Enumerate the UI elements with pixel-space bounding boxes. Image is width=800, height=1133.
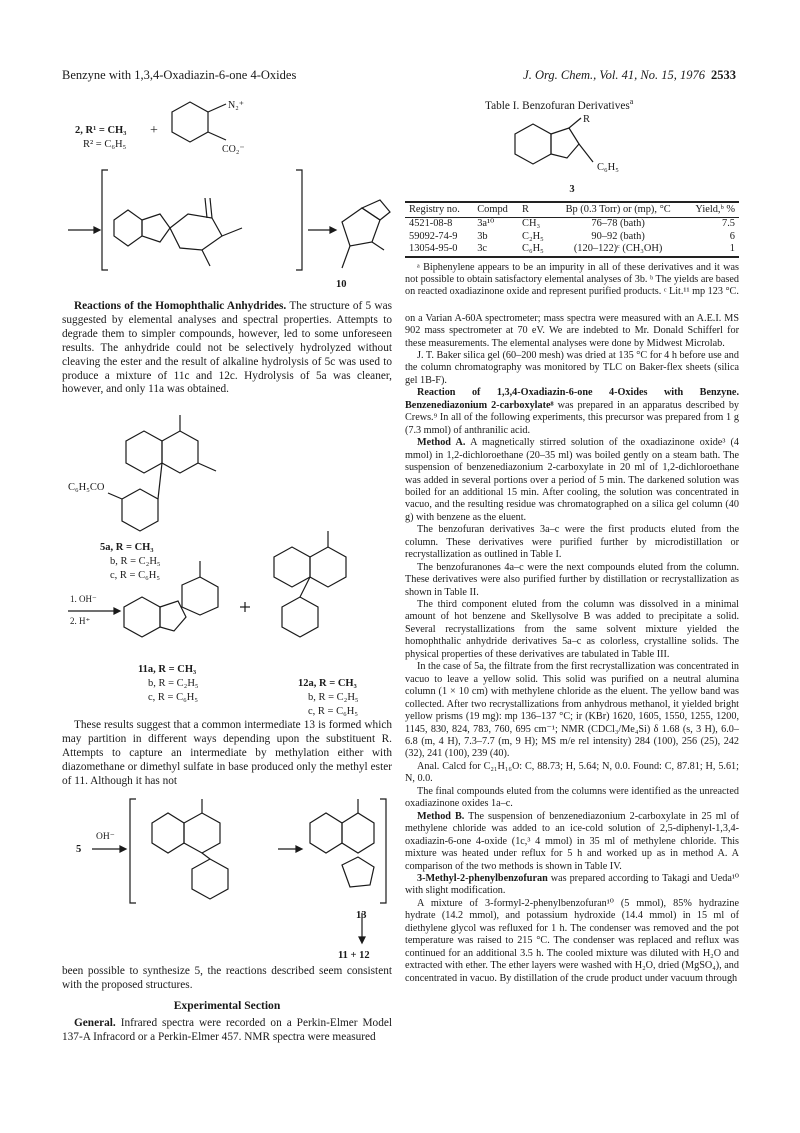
compound-13-label: 13 bbox=[356, 909, 367, 921]
homophthalic-heading: Reactions of the Homophthalic Anhydrides. bbox=[74, 300, 287, 312]
compound-3-label: 3 bbox=[569, 184, 575, 196]
col-compd: Compd bbox=[473, 202, 518, 217]
compound-11a-label: 11a, R = CH₃ bbox=[138, 664, 197, 676]
scheme-2 bbox=[62, 401, 392, 719]
para-13: A mixture of 3-formyl-2-phenylbenzofuran¹⁰ (5 mmol), 85% hydrazine hydrate (14.2 mmol), and potassium hydroxide (14.4 mmol) in 15 ml of diethylene glycol was refluxed for 1 h. The condenser was removed and the pot temperature was raised to 215 °C. The condenser was replaced and reflux was continued for an additional 3.5 h. The cooled mixture was diluted with H₂O and extracted with ether. The ether layers were washed with H₂O, dried (MgSO₄), and concentrated in vacuo. By distillation of the crude product under vacuum through bbox=[405, 897, 739, 984]
compound-5a-label: 5a, R = CH₃ bbox=[100, 542, 154, 554]
para-3-heading: Reaction of 1,3,4-Oxadiazin-6-one 4-Oxides with Benzyne. Benzenediazonium 2-carboxylate⁸ bbox=[405, 387, 739, 411]
para-12-heading: 3-Methyl-2-phenylbenzofuran bbox=[417, 873, 548, 884]
table-row bbox=[405, 243, 739, 256]
table-1-footnote: ᵃ Biphenylene appears to be an impurity in all of these derivatives and it was not possible to obtain satisfactory elemental analyses of 3b. ᵇ The yields are based on reacted oxadiazinone oxide and represent purified products. ᶜ Lit.¹¹ mp 123 °C. bbox=[405, 261, 739, 298]
cell: 90–92 (bath) bbox=[591, 230, 645, 242]
cell: CH₃ bbox=[522, 218, 541, 230]
compound-11b-label: b, R = C₂H₅ bbox=[148, 678, 199, 690]
table-1-title-mark: a bbox=[629, 97, 634, 107]
para-4-text: A magnetically stirred solution of the oxadiazinone oxide³ (4 mmol) in 1,2-dichloroethane (20–35 ml) was boiled gently on a steam bath. The suspension of benzenediazonium 2-carboxylate in 20 ml of 1,2-dichloroethane was added in several portions over a period of 5 min. The darkened solution was boiled for an additional 15 min. After cooling, the solution was concentrated in vacuo, and the resulting residue was chromatographed on a silica gel column (40 g) with benzene as the eluent. bbox=[405, 437, 740, 523]
running-title: Benzyne with 1,3,4-Oxadiazin-6-one 4-Oxides bbox=[62, 68, 297, 82]
scheme-1 bbox=[62, 100, 392, 300]
cell: 3a¹⁰ bbox=[477, 218, 495, 230]
table-1 bbox=[405, 97, 739, 299]
general-text: Infrared spectra were recorded on a Perkin-Elmer Model 137-A Infracord or a Perkin-Elmer 457. NMR spectra were measured bbox=[62, 1016, 392, 1043]
right-column bbox=[405, 97, 740, 985]
scheme-3-reagent: OH⁻ bbox=[96, 831, 115, 842]
para-4 bbox=[405, 437, 739, 524]
journal-name: J. Org. Chem., Vol. 41, No. 15, 1976 bbox=[523, 68, 705, 82]
cell: 6 bbox=[729, 230, 735, 242]
page-number: 2533 bbox=[711, 68, 736, 82]
para-3 bbox=[405, 387, 739, 437]
para-12-text: was prepared according to Takagi and Ueda¹⁰ with slight modification. bbox=[405, 873, 740, 897]
para-9: Anal. Calcd for C₂₁H₁₆O: C, 88.73; H, 5.64; N, 0.0. Found: C, 87.81; H, 5.61; N, 0.0. bbox=[405, 760, 739, 785]
cell: 4521-08-8 bbox=[409, 218, 453, 230]
cell: 3b bbox=[477, 230, 488, 242]
compound-2-label: 2, R¹ = CH₃ bbox=[75, 125, 127, 136]
plus-sign: + bbox=[150, 123, 158, 138]
scheme-3-structures bbox=[62, 793, 392, 965]
para-8: In the case of 5a, the filtrate from the first recrystallization was concentrated in vacuo to leave a yellow solid. This solid was purified on a neutral alumina column (1 × 10 cm) with methylene chloride as the eluent. The yellow band was collected. After two recrystallizations from anhydrous methanol, it yielded bright yellow prisms (19 mg): mp 136–137 °C; ir (KBr) 1620, 1605, 1550, 1255, 1200, 1145, 830, 824, 783, 760, 695 cm⁻¹; NMR (CDCl₃/Me₄Si) δ 1.68 (s, 3 H), 6.0–6.8 (m, 4 H), 7.3–7.7 (m, 9 H); MS m/e rel intensity) 284 (100), 256 (25), 242 (32), 241 (100), 239 (40). bbox=[405, 661, 739, 760]
compound-12a-label: 12a, R = CH₃ bbox=[298, 678, 357, 690]
scheme-3-products: 11 + 12 bbox=[338, 949, 370, 961]
cell: (120–122)ᶜ (CH₃OH) bbox=[552, 243, 683, 256]
para-1: on a Varian A-60A spectrometer; mass spectra were measured with an A.E.I. MS 902 mass spectrometer at 70 eV. We are indebted to Mr. Donald Schifferl for these measurements. The elemental analyses were done by Midwest Microlab. bbox=[405, 312, 739, 349]
cell: 13054-95-0 bbox=[405, 243, 473, 256]
journal-citation bbox=[523, 68, 736, 83]
svg-text:CO₂⁻: CO₂⁻ bbox=[222, 144, 245, 155]
cell: 59092-74-9 bbox=[409, 230, 458, 242]
benzofuran-structure bbox=[405, 112, 739, 184]
table-row bbox=[405, 218, 739, 231]
method-b-heading: Method B. bbox=[417, 810, 465, 822]
para-6: The benzofuranones 4a–c were the next compounds eluted from the column. These derivatives were also purified further by distillation or recrystallization as shown in Table II. bbox=[405, 561, 739, 598]
para-11 bbox=[405, 811, 739, 873]
cell: C₆H₅ bbox=[518, 243, 552, 256]
para-11-text: The suspension of benzenediazonium 2-carboxylate in 25 ml of methylene chloride was added to an ice-cold solution of 2,5-diphenyl-1,3,4-oxadiazin-6-one 4-oxide (1c,³ 4 mmol) in 35 ml of methylene chloride. This mixture was heated under reflux for 5 h and worked up as in method A. A comparison of the two methods is shown in Table IV. bbox=[405, 810, 739, 872]
benzofuran-svg bbox=[505, 114, 705, 186]
col-r: R bbox=[518, 202, 552, 217]
page-header bbox=[62, 68, 736, 86]
col-registry: Registry no. bbox=[405, 202, 473, 217]
para-5: The benzofuran derivatives 3a–c were the first products eluted from the column. These derivatives were purified further by microdistillation or recrystallization as outlined in Table I. bbox=[405, 524, 739, 561]
para-2: J. T. Baker silica gel (60–200 mesh) was dried at 135 °C for 4 h before use and the column chromatography was monitored by TLC on Baker-flex sheets (silica gel 1B-F). bbox=[405, 349, 739, 386]
para-3-text: was prepared in an apparatus described by Crews.⁹ In all of the following experiments, this precursor was prepared from 1 g (7.3 mmol) of anthranilic acid. bbox=[405, 399, 740, 436]
table-1-grid bbox=[405, 201, 739, 258]
compound-11c-label: c, R = C₆H₅ bbox=[148, 692, 198, 704]
para-7: The third component eluted from the column was dissolved in a minimal amount of hot benzene and Skellysolve B was added to precipitate a solid. Several recrystallizations from the same solvent mixture yielded the homophthalic anhydride derivatives 5a–c as colorless, crystalline solids. The physical properties of these derivatives are tabulated in Table III. bbox=[405, 599, 739, 660]
general-heading: General. bbox=[74, 1016, 116, 1029]
cell: 1 bbox=[684, 243, 739, 256]
experimental-heading: Experimental Section bbox=[173, 998, 281, 1012]
method-a-heading: Method A. bbox=[417, 437, 466, 449]
c6h5co-label: C₆H₅CO bbox=[68, 482, 105, 494]
cell: 3c bbox=[473, 243, 518, 256]
compound-5c-label: c, R = C₆H₅ bbox=[110, 570, 160, 582]
svg-text:N₂⁺: N₂⁺ bbox=[228, 100, 244, 111]
compound-2-r2-label: R² = C₆H₅ bbox=[83, 139, 127, 150]
para-12 bbox=[405, 873, 739, 898]
col-bp: Bp (0.3 Torr) or (mp), °C bbox=[552, 202, 683, 217]
benzofuran-c6h5-label: C₆H₅ bbox=[597, 162, 619, 174]
table-1-title-text: Table I. Benzofuran Derivatives bbox=[485, 100, 630, 112]
reagent-step-1: 1. OH⁻ bbox=[70, 594, 97, 605]
compound-10-label: 10 bbox=[336, 279, 347, 290]
table-row bbox=[405, 231, 739, 243]
reagent-step-2: 2. H⁺ bbox=[70, 616, 91, 627]
compound-5b-label: b, R = C₂H₅ bbox=[110, 556, 161, 568]
table-1-title bbox=[485, 97, 739, 112]
continued-paragraph: been possible to synthesize 5, the reactions described seem consistent with the proposed structures. bbox=[62, 964, 392, 991]
col-yield: Yield,ᵇ % bbox=[684, 202, 739, 217]
cell: 7.5 bbox=[722, 218, 735, 230]
cell: C₂H₅ bbox=[522, 230, 544, 242]
compound-12b-label: b, R = C₂H₅ bbox=[308, 692, 359, 704]
para-10: The final compounds eluted from the columns were identified as the unreacted oxadiazinone oxides 1a–c. bbox=[405, 785, 739, 810]
compound-12c-label: c, R = C₆H₅ bbox=[308, 706, 358, 718]
cell: 76–78 (bath) bbox=[591, 218, 645, 230]
intermediate-paragraph: These results suggest that a common intermediate 13 is formed which may partition in different ways depending upon the substituent R. Attempts to capture an intermediate by methylation either with diazomethane or dimethyl sulfate in base produced only the methyl ester of 11. Although it has not bbox=[62, 719, 392, 787]
left-column bbox=[62, 100, 392, 1044]
scheme-3-start: 5 bbox=[76, 843, 82, 855]
scheme-3 bbox=[62, 793, 392, 965]
benzofuran-r-label: R bbox=[583, 114, 591, 126]
homophthalic-text: The structure of 5 was suggested by elemental analyses and spectral properties. Attempts to degrade them to simpler compounds, however, led to some unforeseen results. The anhydride could not be selectively hydrolyzed without cleaving the ester and the result of alkaline hydrolysis of 5c was used to produce a mixture of 11c and 12c. Hydrolysis of 5a was cleaner, however, and only 11a was obtained. bbox=[62, 300, 393, 396]
spacer bbox=[405, 299, 739, 313]
general-paragraph bbox=[62, 1017, 392, 1045]
homophthalic-paragraph bbox=[62, 300, 392, 397]
